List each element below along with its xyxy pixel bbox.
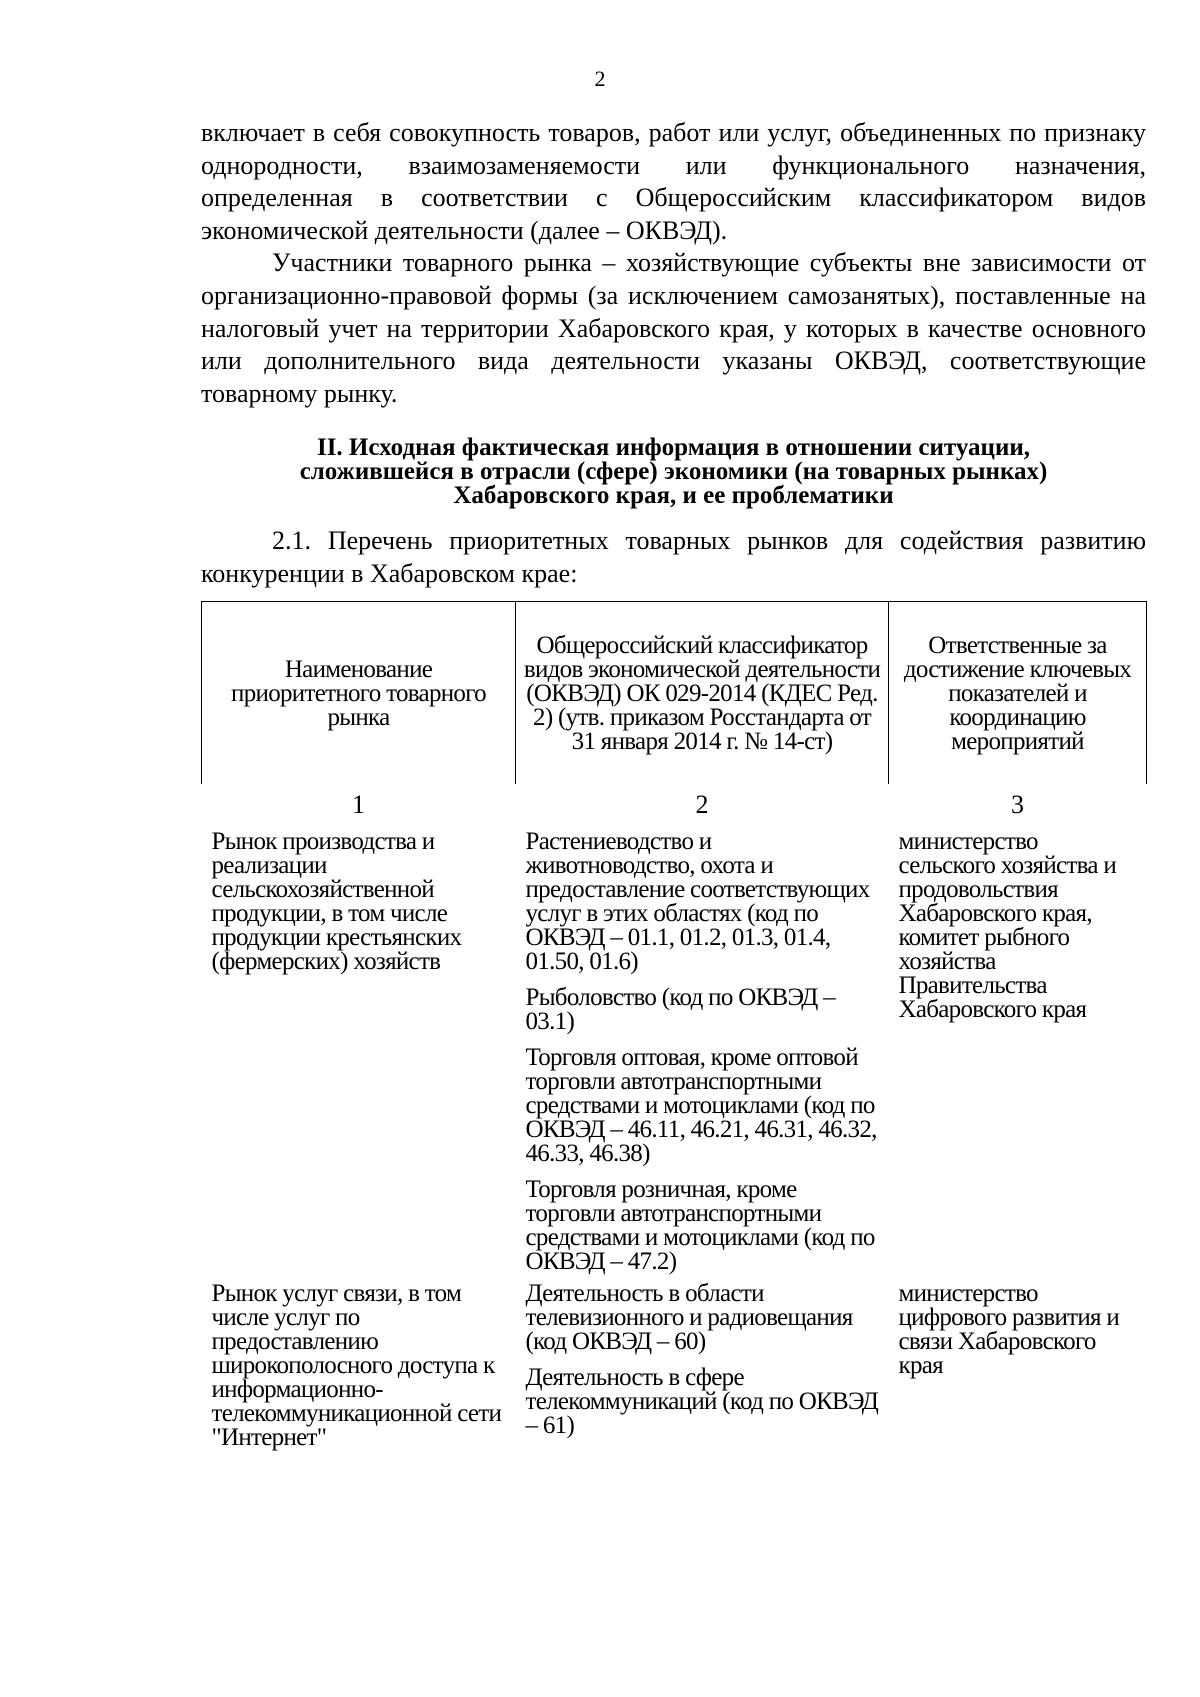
intro-text xyxy=(201,117,1146,410)
okved-entry: Растениеводство и животноводство, охота и предоставление соответствующих услуг в этих областях (код по ОКВЭД – 01.1, 01.2, 01.3, 01.4, 01.50, 01.6) xyxy=(525,828,870,975)
okved-entry: Рыболовство (код по ОКВЭД – 03.1) xyxy=(525,984,835,1035)
lead-text xyxy=(201,525,1146,590)
column-number-row xyxy=(202,784,1147,826)
table-row xyxy=(202,1274,1147,1450)
market-name-cell: Рынок услуг связи, в том числе услуг по предоставлению широкополосного доступа к информационно-телекоммуникационной сети "Интернет" xyxy=(211,1280,502,1451)
responsible-cell: министерство цифрового развития и связи Хабаровского края xyxy=(898,1280,1120,1379)
okved-entry: Торговля розничная, кроме торговли автотранспортными средствами и мотоциклами (код по ОКВЭД – 47.2) xyxy=(525,1176,875,1275)
column-number: 2 xyxy=(695,790,709,819)
priority-markets-table xyxy=(201,601,1147,1450)
okved-cell xyxy=(516,826,889,1274)
header-market-name: Наименование приоритетного товарного рынка xyxy=(202,602,516,785)
column-number: 1 xyxy=(352,790,365,819)
okved-entry: Деятельность в области телевизионного и радиовещания (код ОКВЭД – 60) xyxy=(525,1280,853,1355)
section-heading xyxy=(201,436,1146,508)
okved-cell xyxy=(516,1274,889,1450)
okved-entry: Торговля оптовая, кроме оптовой торговли автотранспортными средствами и мотоциклами (код по ОКВЭД – 46.11, 46.21, 46.31, 46.32, 46.33, 46.38) xyxy=(525,1044,877,1167)
section-heading-line: Хабаровского края, и ее проблематики xyxy=(453,482,894,509)
table-header-row xyxy=(202,602,1147,785)
section-heading-line: II. Исходная фактическая информация в отношении ситуации, xyxy=(316,434,1031,461)
lead-paragraph: 2.1. Перечень приоритетных товарных рынков для содействия развитию конкуренции в Хабаровском крае: xyxy=(201,526,1146,588)
column-number: 3 xyxy=(1011,790,1024,819)
header-responsible: Ответственные за достижение ключевых показателей и координацию мероприятий xyxy=(889,602,1147,785)
intro-paragraph: включает в себя совокупность товаров, работ или услуг, объединенных по признаку однородности, взаимозаменяемости или функционального назначения, определенная в соответствии с Общероссийским классификатором видов экономической деятельности (далее – ОКВЭД). xyxy=(201,118,1146,245)
section-heading-line: сложившейся в отрасли (сфере) экономики (на товарных рынках) xyxy=(299,458,1048,485)
market-name-cell: Рынок производства и реализации сельскохозяйственной продукции, в том числе продукции крестьянских (фермерских) хозяйств xyxy=(211,828,462,975)
header-okved: Общероссийский классификатор видов экономической деятельности (ОКВЭД) ОК 029-2014 (КДЕС Ред. 2) (утв. приказом Росстандарта от 31 января 2014 г. № 14-ст) xyxy=(516,602,889,785)
page-number: 2 xyxy=(594,66,606,91)
table-row xyxy=(202,826,1147,1274)
intro-paragraph: Участники товарного рынка – хозяйствующие субъекты вне зависимости от организационно-правовой формы (за исключением самозанятых), поставленные на налоговый учет на территории Хабаровского края, у которых в качестве основного или дополнительного вида деятельности указаны ОКВЭД, соответствующие товарному рынку. xyxy=(201,248,1146,408)
okved-entry: Деятельность в сфере телекоммуникаций (код по ОКВЭД – 61) xyxy=(525,1364,879,1439)
responsible-cell: министерство сельского хозяйства и продовольствия Хабаровского края, комитет рыбного хозяйства Правительства Хабаровского края xyxy=(898,828,1117,1023)
